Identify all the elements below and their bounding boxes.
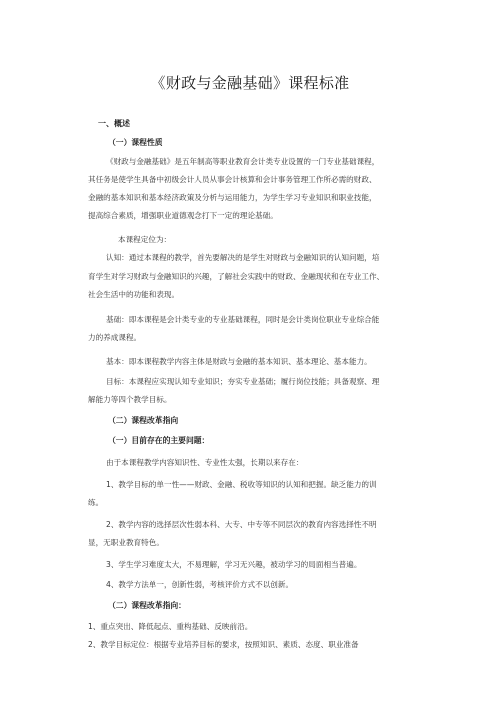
paragraph-line: 《财政与金融基础》是五年制高等职业教育会计类专业设置的一门专业基础课程， bbox=[106, 157, 380, 166]
list-item-continuation: 显，无职业教育特色。 bbox=[88, 538, 164, 547]
paragraph-line: 解能力等四个教学目标。 bbox=[88, 395, 172, 404]
paragraph-line: 本课程定位为： bbox=[118, 235, 172, 244]
paragraph-line: 目标：本课程应实现认知专业知识；夯实专业基础；履行岗位技能；具备观察、理 bbox=[106, 377, 380, 386]
paragraph-line: 社会生活中的功能和表现。 bbox=[88, 290, 180, 299]
page-title: 《财政与金融基础》课程标准 bbox=[150, 74, 350, 92]
section-heading-overview: 一、概述 bbox=[98, 119, 130, 128]
list-item: 4、教学方法单一，创新性弱，考核评价方式不以创新。 bbox=[106, 580, 294, 589]
paragraph-line: 由于本课程教学内容知识性、专业性太强，长期以来存在： bbox=[106, 458, 304, 467]
list-item-continuation: 练。 bbox=[88, 498, 104, 507]
paragraph-line: 基础：即本课程是会计类专业的专业基础课程，同时是会计类岗位职业专业综合能 bbox=[106, 315, 380, 324]
paragraph-line: 提高综合素质，增强职业道德观念打下一定的理论基础。 bbox=[88, 211, 278, 220]
list-item: 2、教学目标定位：根据专业培养目标的要求，按照知识、素质、态度、职业准备 bbox=[88, 640, 359, 649]
subsection-heading-reform-direction: （二）课程改革指向： bbox=[108, 601, 186, 610]
paragraph-line: 基本：即本课程教学内容主体是财政与金融的基本知识、基本理论、基本能力。 bbox=[106, 357, 372, 366]
subsection-heading-problems: （一）目前存在的主要问题： bbox=[108, 436, 210, 445]
subsection-heading-course-nature: （一）课程性质 bbox=[108, 138, 163, 147]
list-item: 2、教学内容的选择层次性弱本科、大专、中专等不同层次的教育内容选择性不明 bbox=[106, 520, 377, 529]
paragraph-line: 其任务是使学生具备中初级会计人员从事会计核算和会计事务管理工作所必需的财政、 bbox=[88, 175, 377, 184]
list-item: 1、教学目标的单一性——财政、金融、税收等知识的认知和把握。缺乏能力的训 bbox=[106, 480, 377, 489]
subsection-heading-reform: （二）课程改革指向 bbox=[108, 416, 179, 425]
paragraph-line: 力的养成课程。 bbox=[88, 333, 142, 342]
paragraph-line: 认知：通过本课程的教学，首先要解决的是学生对财政与金融知识的认知问题，培 bbox=[106, 253, 380, 262]
list-item: 1、重点突出、降低起点、重构基础、反映前沿。 bbox=[88, 622, 253, 631]
paragraph-line: 育学生对学习财政与金融知识的兴趣，了解社会实践中的财政、金融现状和在专业工作、 bbox=[88, 272, 385, 281]
list-item: 3、学生学习难度太大，不易理解，学习无兴趣，被动学习的局面相当普遍。 bbox=[106, 560, 362, 569]
paragraph-line: 金融的基本知识和基本经济政策及分析与运用能力，为学生学习专业知识和职业技能， bbox=[88, 193, 377, 202]
